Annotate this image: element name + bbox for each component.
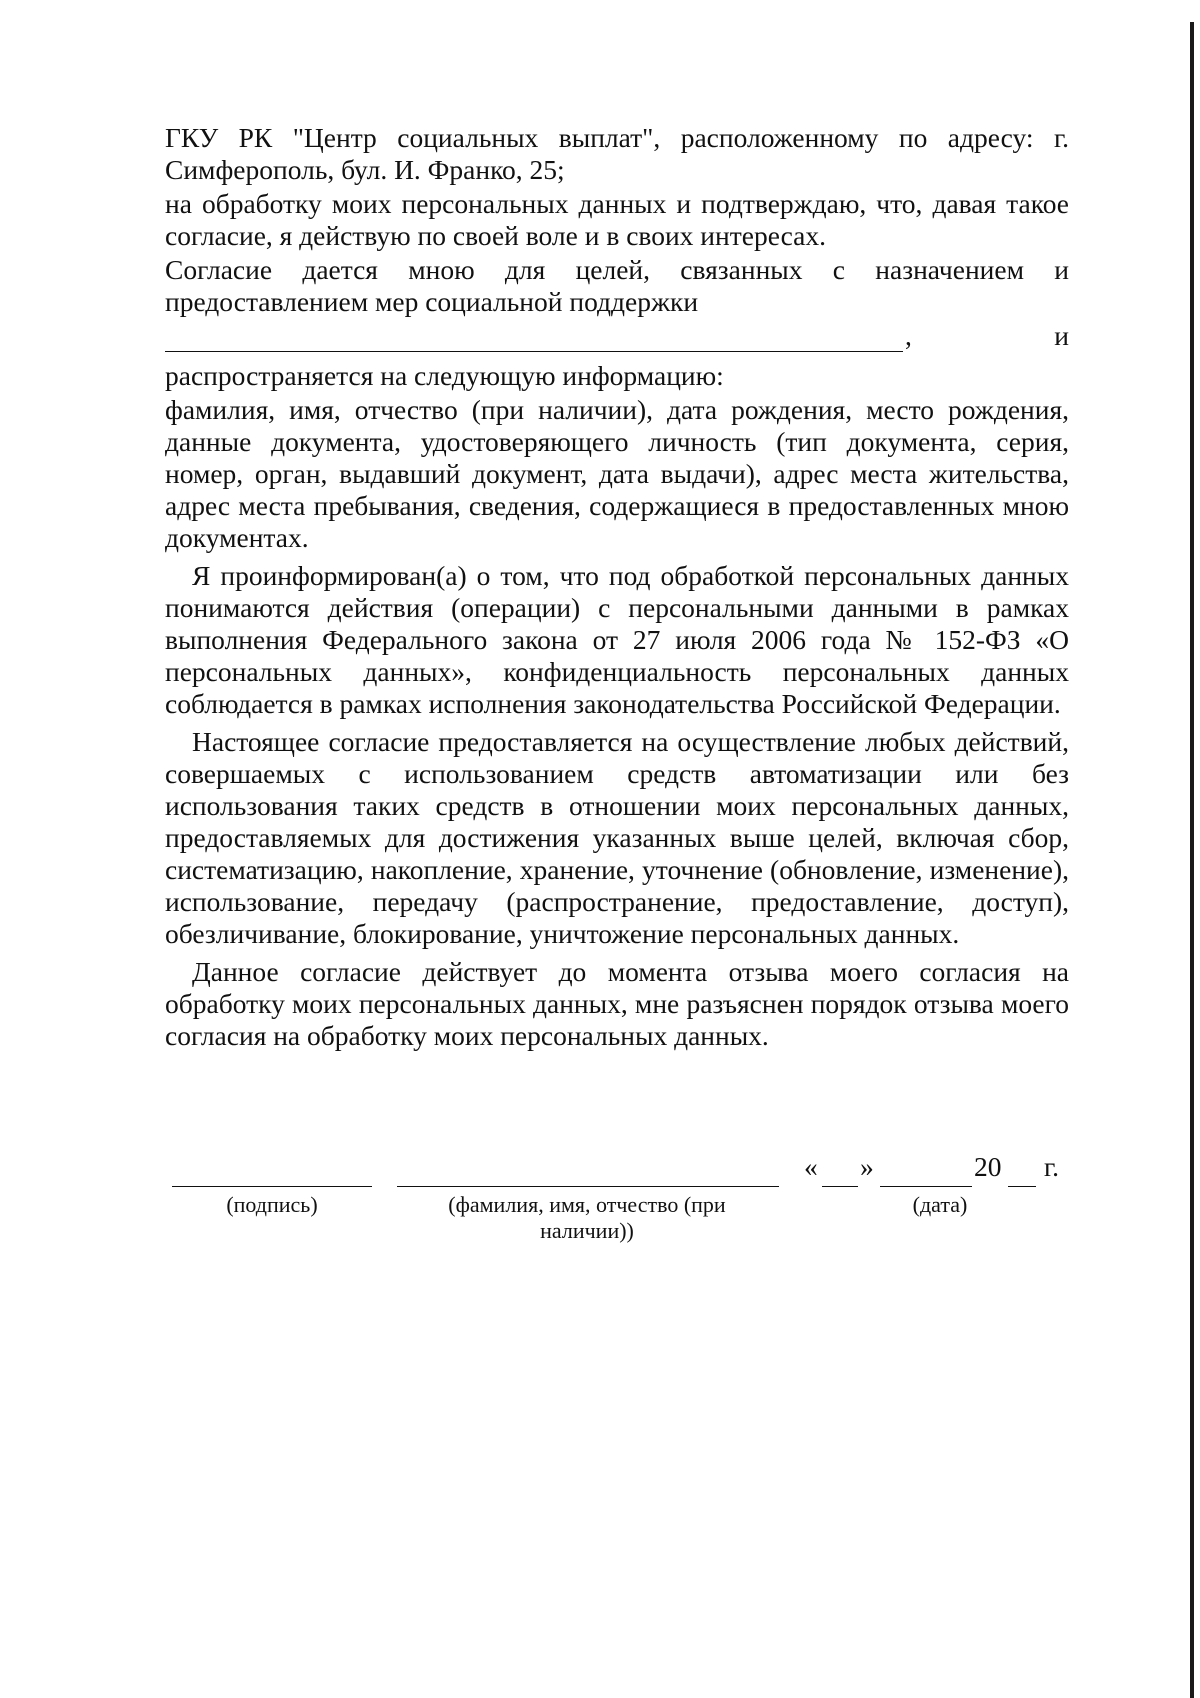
date-year-suffix: г.	[1044, 1151, 1060, 1182]
paragraph-processing-definition: Я проинформирован(а) о том, что под обработкой персональных данных понимаются действия (операции) с персональными данными в рамках выполнения Федерального закона от 27 июля 2006 года № 152-ФЗ «О персональных данных», конфиденциальность персональных данных соблюдается в рамках исполнения законодательства Российской Федерации.	[165, 560, 1069, 719]
full-name-caption: (фамилия, имя, отчество (при наличии))	[448, 1192, 726, 1243]
paragraph-consent-duration: Данное согласие действует до момента отзыва моего согласия на обработку моих персональных данных, мне разъяснен порядок отзыва моего согласия на обработку моих персональных данных.	[165, 956, 1069, 1051]
date-month-line	[880, 1186, 972, 1187]
paragraph-information-scope: распространяется на следующую информацию:	[165, 360, 724, 391]
paragraph-consent-purpose: Согласие дается мною для целей, связанных с назначением и предоставлением мер социальной поддержки	[165, 254, 1069, 317]
date-caption: (дата)	[912, 1192, 968, 1217]
paragraph-processing-actions: Настоящее согласие предоставляется на осуществление любых действий, совершаемых с использованием средств автоматизации или без использования таких средств в отношении моих персональных данных, предоставляемых для достижения указанных выше целей, включая сбор, систематизацию, накопление, хранение, уточнение (обновление, изменение), использование, передачу (распространение, предоставление, доступ), обезличивание, блокирование, уничтожение персональных данных.	[165, 726, 1069, 949]
signature-line	[172, 1186, 372, 1187]
purpose-fill-row	[165, 320, 1069, 352]
signature-block	[172, 1151, 1072, 1248]
paragraph-organization-address: ГКУ РК "Центр социальных выплат", расположенному по адресу: г. Симферополь, бул. И. Франко, 25;	[165, 122, 1069, 185]
full-name-line	[397, 1186, 779, 1187]
signature-caption: (подпись)	[226, 1192, 318, 1217]
date-quote-open: «	[804, 1151, 818, 1182]
paragraph-consent-statement: на обработку моих персональных данных и подтверждаю, что, давая такое согласие, я действую по своей воле и в своих интересах.	[165, 188, 1069, 251]
page-edge-border	[1190, 22, 1194, 1698]
paragraph-data-list: фамилия, имя, отчество (при наличии), дата рождения, место рождения, данные документа, удостоверяющего личность (тип документа, серия, номер, орган, выдавший документ, дата выдачи), адрес места жительства, адрес места пребывания, сведения, содержащиеся в предоставленных мною документах.	[165, 394, 1069, 553]
purpose-blank-line	[165, 329, 903, 352]
date-quote-close: »	[860, 1151, 874, 1182]
purpose-conjunction: и	[1054, 320, 1069, 351]
date-day-line	[822, 1186, 858, 1187]
purpose-comma: ,	[905, 320, 912, 351]
date-year-line	[1008, 1186, 1036, 1187]
date-year-prefix: 20	[974, 1151, 1002, 1182]
consent-body	[165, 122, 1069, 1052]
